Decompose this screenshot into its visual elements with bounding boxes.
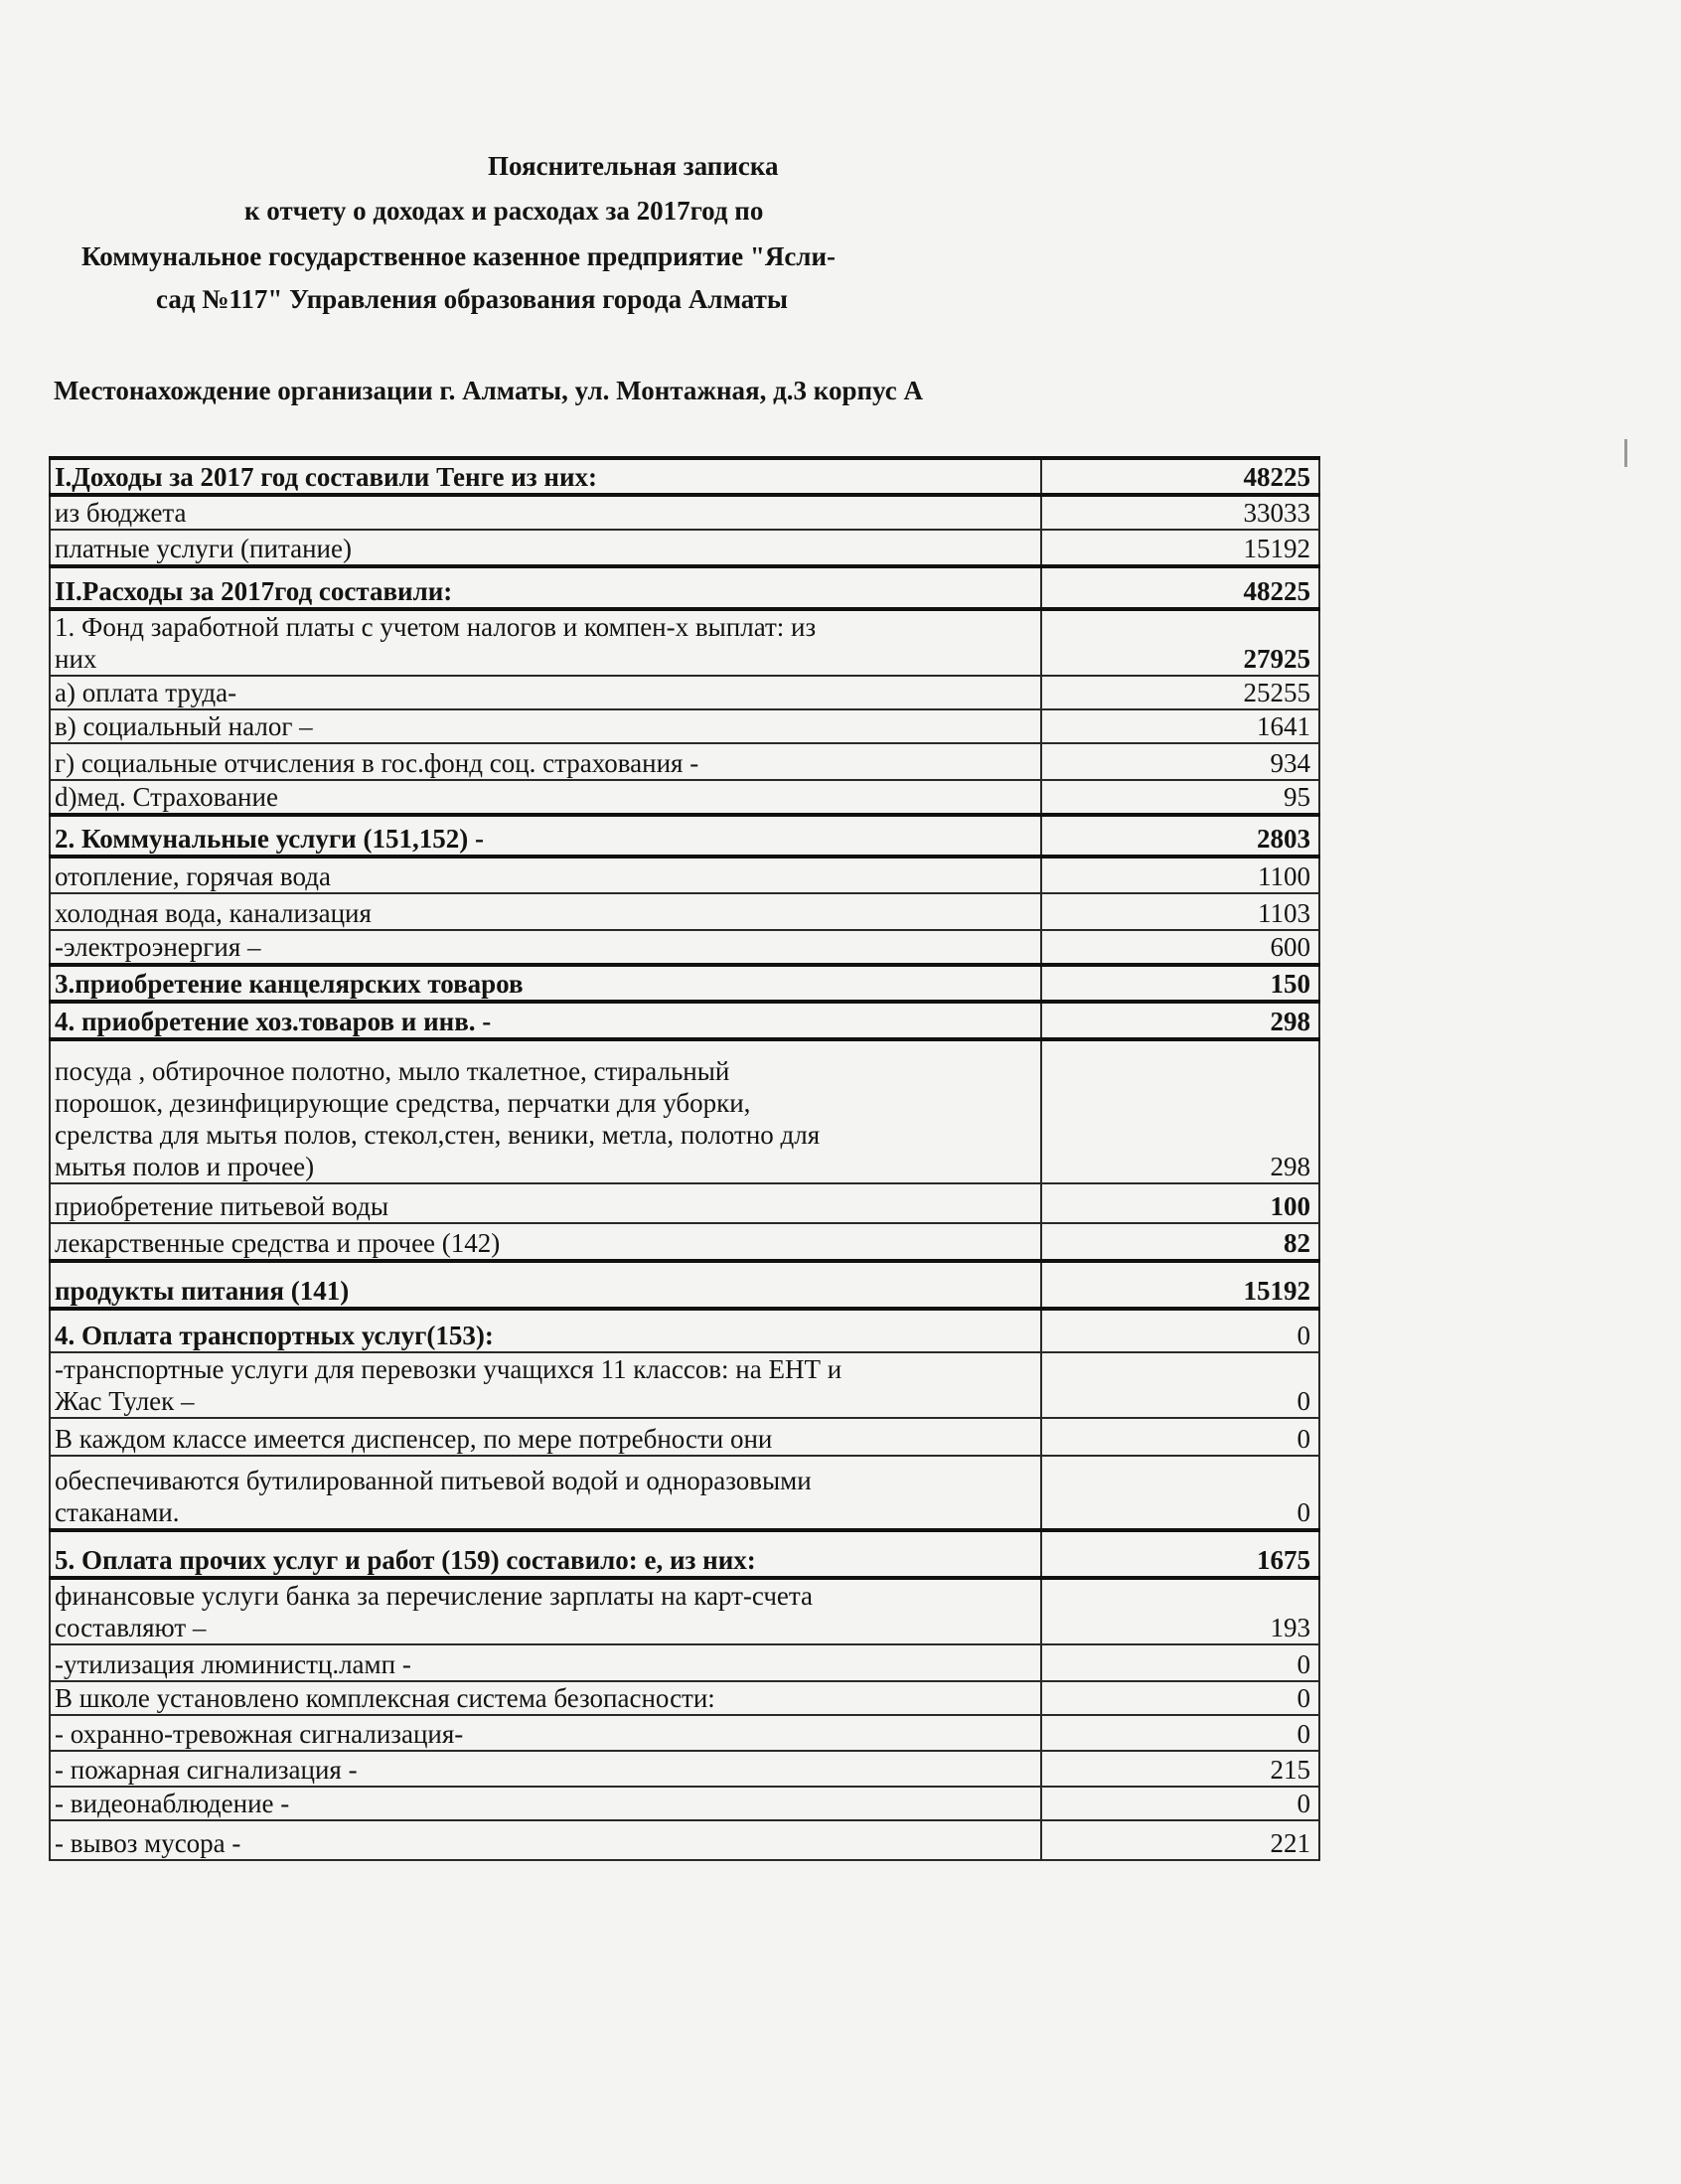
row-value: 215 bbox=[1041, 1751, 1319, 1787]
row-label: а) оплата труда- bbox=[50, 676, 1041, 709]
row-value: 48225 bbox=[1041, 566, 1319, 609]
row-value: 15192 bbox=[1041, 530, 1319, 566]
row-value: 600 bbox=[1041, 930, 1319, 965]
row-value: 33033 bbox=[1041, 495, 1319, 530]
row-label: -электроэнергия – bbox=[50, 930, 1041, 965]
row-value: 1641 bbox=[1041, 709, 1319, 743]
row-label: - охранно-тревожная сигнализация- bbox=[50, 1715, 1041, 1751]
row-value: 0 bbox=[1041, 1787, 1319, 1820]
table-row bbox=[50, 965, 1319, 1002]
table-row bbox=[50, 1787, 1319, 1820]
organization-location: Местонахождение организации г. Алматы, ул. Монтажная, д.3 корпус А bbox=[54, 376, 923, 405]
row-value: 0 bbox=[1041, 1309, 1319, 1352]
row-value: 2803 bbox=[1041, 815, 1319, 857]
table-row bbox=[50, 1578, 1319, 1644]
table-row bbox=[50, 1715, 1319, 1751]
organization-name-line-1: Коммунальное государственное казенное предприятие "Ясли- bbox=[81, 241, 837, 271]
row-value: 100 bbox=[1041, 1183, 1319, 1223]
row-label: в) социальный налог – bbox=[50, 709, 1041, 743]
row-value: 298 bbox=[1041, 1039, 1319, 1183]
table-row bbox=[50, 1820, 1319, 1860]
scan-edge-mark bbox=[1624, 439, 1627, 467]
row-value: 0 bbox=[1041, 1418, 1319, 1456]
table-row bbox=[50, 1039, 1319, 1183]
document-subtitle: к отчету о доходах и расходах за 2017год по bbox=[244, 196, 764, 226]
table-row bbox=[50, 1530, 1319, 1578]
row-value: 221 bbox=[1041, 1820, 1319, 1860]
table-row bbox=[50, 458, 1319, 495]
row-label: - пожарная сигнализация - bbox=[50, 1751, 1041, 1787]
row-label: d)мед. Страхование bbox=[50, 780, 1041, 815]
row-label: В каждом классе имеется диспенсер, по мере потребности они bbox=[50, 1418, 1041, 1456]
row-label: -утилизация люминистц.ламп - bbox=[50, 1644, 1041, 1681]
table-row bbox=[50, 709, 1319, 743]
table-row bbox=[50, 1456, 1319, 1530]
row-value: 27925 bbox=[1041, 609, 1319, 676]
table-row bbox=[50, 676, 1319, 709]
table-row bbox=[50, 1183, 1319, 1223]
table-row bbox=[50, 1002, 1319, 1039]
row-label: холодная вода, канализация bbox=[50, 893, 1041, 930]
table-row bbox=[50, 780, 1319, 815]
row-value: 0 bbox=[1041, 1644, 1319, 1681]
row-value: 0 bbox=[1041, 1352, 1319, 1418]
table-row bbox=[50, 1681, 1319, 1715]
row-label: -транспортные услуги для перевозки учащихся 11 классов: на ЕНТ и Жас Тулек – bbox=[50, 1352, 1041, 1418]
table-row bbox=[50, 1261, 1319, 1309]
row-label: 4. Оплата транспортных услуг(153): bbox=[50, 1309, 1041, 1352]
table-row bbox=[50, 1751, 1319, 1787]
table-row bbox=[50, 1352, 1319, 1418]
row-value: 193 bbox=[1041, 1578, 1319, 1644]
row-value: 1675 bbox=[1041, 1530, 1319, 1578]
organization-name-line-2: сад №117" Управления образования города Алматы bbox=[156, 284, 788, 314]
income-expense-table bbox=[49, 456, 1320, 1861]
row-label: лекарственные средства и прочее (142) bbox=[50, 1223, 1041, 1261]
row-label: 2. Коммунальные услуги (151,152) - bbox=[50, 815, 1041, 857]
row-value: 48225 bbox=[1041, 458, 1319, 495]
table-row bbox=[50, 815, 1319, 857]
table-row bbox=[50, 566, 1319, 609]
row-label: II.Расходы за 2017год составили: bbox=[50, 566, 1041, 609]
row-value: 95 bbox=[1041, 780, 1319, 815]
row-label: I.Доходы за 2017 год составили Тенге из них: bbox=[50, 458, 1041, 495]
table-row bbox=[50, 1418, 1319, 1456]
table-row bbox=[50, 495, 1319, 530]
row-label: 4. приобретение хоз.товаров и инв. - bbox=[50, 1002, 1041, 1039]
row-label: отопление, горячая вода bbox=[50, 857, 1041, 893]
table-row bbox=[50, 1644, 1319, 1681]
row-value: 298 bbox=[1041, 1002, 1319, 1039]
row-value: 0 bbox=[1041, 1456, 1319, 1530]
row-label: продукты питания (141) bbox=[50, 1261, 1041, 1309]
row-label: обеспечиваются бутилированной питьевой водой и одноразовыми стаканами. bbox=[50, 1456, 1041, 1530]
row-label: - видеонаблюдение - bbox=[50, 1787, 1041, 1820]
row-label: В школе установлено комплексная система безопасности: bbox=[50, 1681, 1041, 1715]
row-value: 0 bbox=[1041, 1681, 1319, 1715]
row-value: 1103 bbox=[1041, 893, 1319, 930]
row-label: 1. Фонд заработной платы с учетом налогов и компен-х выплат: из них bbox=[50, 609, 1041, 676]
table-row bbox=[50, 1309, 1319, 1352]
row-value: 25255 bbox=[1041, 676, 1319, 709]
row-value: 0 bbox=[1041, 1715, 1319, 1751]
row-value: 15192 bbox=[1041, 1261, 1319, 1309]
row-value: 82 bbox=[1041, 1223, 1319, 1261]
table-row bbox=[50, 743, 1319, 780]
table-row bbox=[50, 930, 1319, 965]
row-value: 934 bbox=[1041, 743, 1319, 780]
row-label: финансовые услуги банка за перечисление зарплаты на карт-счета составляют – bbox=[50, 1578, 1041, 1644]
row-label: приобретение питьевой воды bbox=[50, 1183, 1041, 1223]
table-row bbox=[50, 1223, 1319, 1261]
table-row bbox=[50, 893, 1319, 930]
row-value: 1100 bbox=[1041, 857, 1319, 893]
row-label: - вывоз мусора - bbox=[50, 1820, 1041, 1860]
row-label: г) социальные отчисления в гос.фонд соц. страхования - bbox=[50, 743, 1041, 780]
row-label: посуда , обтирочное полотно, мыло ткалетное, стиральный порошок, дезинфицирующие средства, перчатки для уборки, срелства для мытья полов, стекол,стен, веники, метла, полотно для мытья полов и прочее) bbox=[50, 1039, 1041, 1183]
row-label: 5. Оплата прочих услуг и работ (159) составило: е, из них: bbox=[50, 1530, 1041, 1578]
row-label: платные услуги (питание) bbox=[50, 530, 1041, 566]
row-label: 3.приобретение канцелярских товаров bbox=[50, 965, 1041, 1002]
table-row bbox=[50, 857, 1319, 893]
row-value: 150 bbox=[1041, 965, 1319, 1002]
table-row bbox=[50, 609, 1319, 676]
row-label: из бюджета bbox=[50, 495, 1041, 530]
table-row bbox=[50, 530, 1319, 566]
document-title: Пояснительная записка bbox=[488, 151, 779, 181]
